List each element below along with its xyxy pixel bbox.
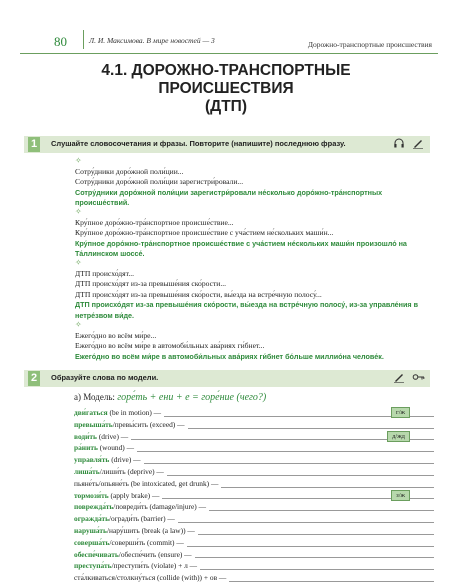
chapter-title — [40, 62, 412, 116]
word-text — [74, 573, 229, 582]
word-item[interactable] — [74, 407, 434, 419]
word-item[interactable] — [74, 490, 434, 502]
exercise-instruction: Образуйте слова по модели. — [51, 373, 159, 382]
word-text — [74, 408, 164, 417]
pen-icon[interactable] — [411, 137, 425, 151]
headphones-icon[interactable] — [392, 137, 406, 151]
word-gloss: /преступи́ть (violate) + л — — [111, 561, 198, 571]
word-item[interactable] — [74, 454, 434, 466]
word-stem: води́ть — [74, 431, 97, 441]
phrase-block-1 — [75, 156, 430, 209]
word-stem: обеспе́чивать — [74, 549, 119, 559]
alternation-tag: д/жд — [387, 431, 410, 442]
word-stem: управля́ть — [74, 455, 110, 465]
word-item[interactable] — [74, 478, 434, 490]
phrase-block-2 — [75, 207, 430, 260]
word-item[interactable] — [74, 419, 434, 431]
phrase-answer: Ежего́дно во всём ми́ре в автомоби́льных ава́риях ги́бнет бо́льше миллио́на челове́к. — [75, 351, 384, 361]
word-stem: наруша́ть — [74, 525, 107, 535]
star-icon: ✧ — [75, 156, 82, 165]
chapter-title-line1: 4.1. ДОРОЖНО-ТРАНСПОРТНЫЕ — [101, 62, 351, 79]
word-item[interactable] — [74, 431, 434, 443]
exercise-number: 2 — [28, 371, 40, 386]
chapter-title-line3: (ДТП) — [205, 98, 247, 115]
word-text — [74, 479, 221, 488]
word-item[interactable] — [74, 466, 434, 478]
alternation-tag: г/ж — [391, 407, 410, 418]
word-item[interactable] — [74, 549, 434, 561]
alternation-tag: з/ж — [391, 490, 410, 501]
page-header — [20, 34, 438, 54]
word-item[interactable] — [74, 442, 434, 454]
word-gloss: (be in motion) — — [107, 408, 162, 417]
word-text — [74, 432, 131, 441]
word-gloss: (apply brake) — — [108, 490, 160, 500]
word-text — [74, 443, 137, 452]
word-gloss: /лиши́ть (deprive) — — [99, 466, 164, 476]
word-stem: ра́нить — [74, 443, 98, 453]
phrase-answer: Кру́пное доро́жно-тра́нспортное происше́ствие с уча́стием не́скольких маши́н произошло́ на Та́ллинском шоссе́. — [75, 238, 407, 258]
section-title: Дорожно-транспортные происшествия — [307, 40, 432, 49]
word-text — [74, 455, 144, 464]
phrase-answer: ДТП происхо́дят из-за превыше́ния ско́рости, вы́езда на встре́чную полосу́, из-за управле́ния в нетре́звом ви́де. — [75, 300, 419, 320]
word-gloss: ста́лкиваться/столкну́ться (collide (with)) + ов — — [74, 573, 227, 583]
word-item[interactable] — [74, 501, 434, 513]
phrase-block-3 — [75, 258, 430, 321]
word-gloss: /соверши́ть (commit) — — [109, 537, 184, 547]
word-text — [74, 502, 209, 511]
word-gloss: /превы́сить (exceed) — — [112, 419, 185, 429]
word-text — [74, 420, 188, 429]
word-list — [74, 407, 434, 584]
word-stem: лиша́ть — [74, 466, 100, 476]
word-gloss: /обеспе́чить (ensure) — — [118, 549, 192, 559]
word-gloss: (drive) — — [96, 431, 129, 441]
model-line — [74, 392, 266, 403]
star-icon: ✧ — [75, 258, 82, 267]
word-stem: тормози́ть — [74, 490, 109, 500]
word-item[interactable] — [74, 525, 434, 537]
exercise-number: 1 — [28, 137, 40, 152]
phrase-line: Кру́пное доро́жно-тра́нспортное происше́ствие... — [75, 217, 234, 227]
word-text — [74, 491, 162, 500]
phrase-line: Сотру́дники доро́жной поли́ции... — [75, 166, 184, 176]
word-text — [74, 467, 167, 476]
page-number: 80 — [54, 34, 67, 49]
exercise-2-banner — [24, 370, 430, 387]
word-gloss: /нару́шить (break (a law)) — — [106, 525, 195, 535]
word-text — [74, 538, 187, 547]
phrase-answer: Сотру́дники доро́жной поли́ции зарегистри́ровали не́сколько доро́жно-тра́нспортных происше́ствий. — [75, 187, 383, 207]
model-formula: горе́ть + ени + е = горе́ние (чего?) — [117, 392, 267, 403]
phrase-line: ДТП происхо́дят из-за превыше́ния ско́рости... — [75, 279, 227, 288]
word-gloss: пьяне́ть/опьяне́ть (be intoxicated, get drunk) — — [74, 478, 219, 488]
chapter-title-line2: ПРОИСШЕСТВИЯ — [158, 80, 294, 97]
word-stem: преступа́ть — [74, 561, 112, 571]
header-divider — [83, 30, 84, 49]
word-item[interactable] — [74, 572, 434, 584]
phrase-line: Сотру́дники доро́жной поли́ции зарегистри́ровали... — [75, 177, 244, 186]
star-icon: ✧ — [75, 207, 82, 216]
model-prefix: а) Модель: — [74, 392, 115, 402]
phrase-line: Кру́пное доро́жно-тра́нспортное происше́ствие с уча́стием не́скольких маши́н... — [75, 228, 334, 237]
word-stem: превыша́ть — [74, 419, 113, 429]
book-title: Л. И. Максимова. В мире новостей — 3 — [89, 36, 215, 45]
word-gloss: (wound) — — [97, 443, 135, 453]
word-text — [74, 526, 198, 535]
word-gloss: /повреди́ть (damage/injure) — — [113, 502, 206, 512]
phrase-line: Ежего́дно во всём ми́ре в автомоби́льных ава́риях ги́бнет... — [75, 341, 265, 350]
word-text — [74, 561, 200, 570]
phrase-line: ДТП происхо́дят... — [75, 268, 135, 278]
phrase-line: ДТП происхо́дят из-за превыше́ния ско́рости, вы́езда на встре́чную полосу́... — [75, 289, 322, 299]
pen-icon[interactable] — [392, 371, 406, 385]
word-stem: дви́гаться — [74, 408, 108, 417]
exercise-1-banner — [24, 136, 430, 153]
word-stem: соверша́ть — [74, 537, 110, 547]
exercise-instruction: Слушайте словосочетания и фразы. Повторите (напишите) последнюю фразу. — [51, 139, 346, 148]
word-gloss: (drive) — — [109, 455, 141, 465]
phrase-line: Ежего́дно во всём ми́ре... — [75, 330, 157, 340]
word-gloss: /огради́ть (barrier) — — [109, 514, 175, 524]
phrase-block-4 — [75, 320, 430, 362]
key-icon[interactable] — [411, 371, 425, 385]
word-text — [74, 514, 178, 523]
word-text — [74, 550, 195, 559]
word-stem: огражда́ть — [74, 514, 109, 524]
word-item[interactable] — [74, 537, 434, 549]
word-stem: поврежда́ть — [74, 502, 114, 512]
word-item[interactable] — [74, 513, 434, 525]
word-item[interactable] — [74, 560, 434, 572]
star-icon: ✧ — [75, 320, 82, 329]
